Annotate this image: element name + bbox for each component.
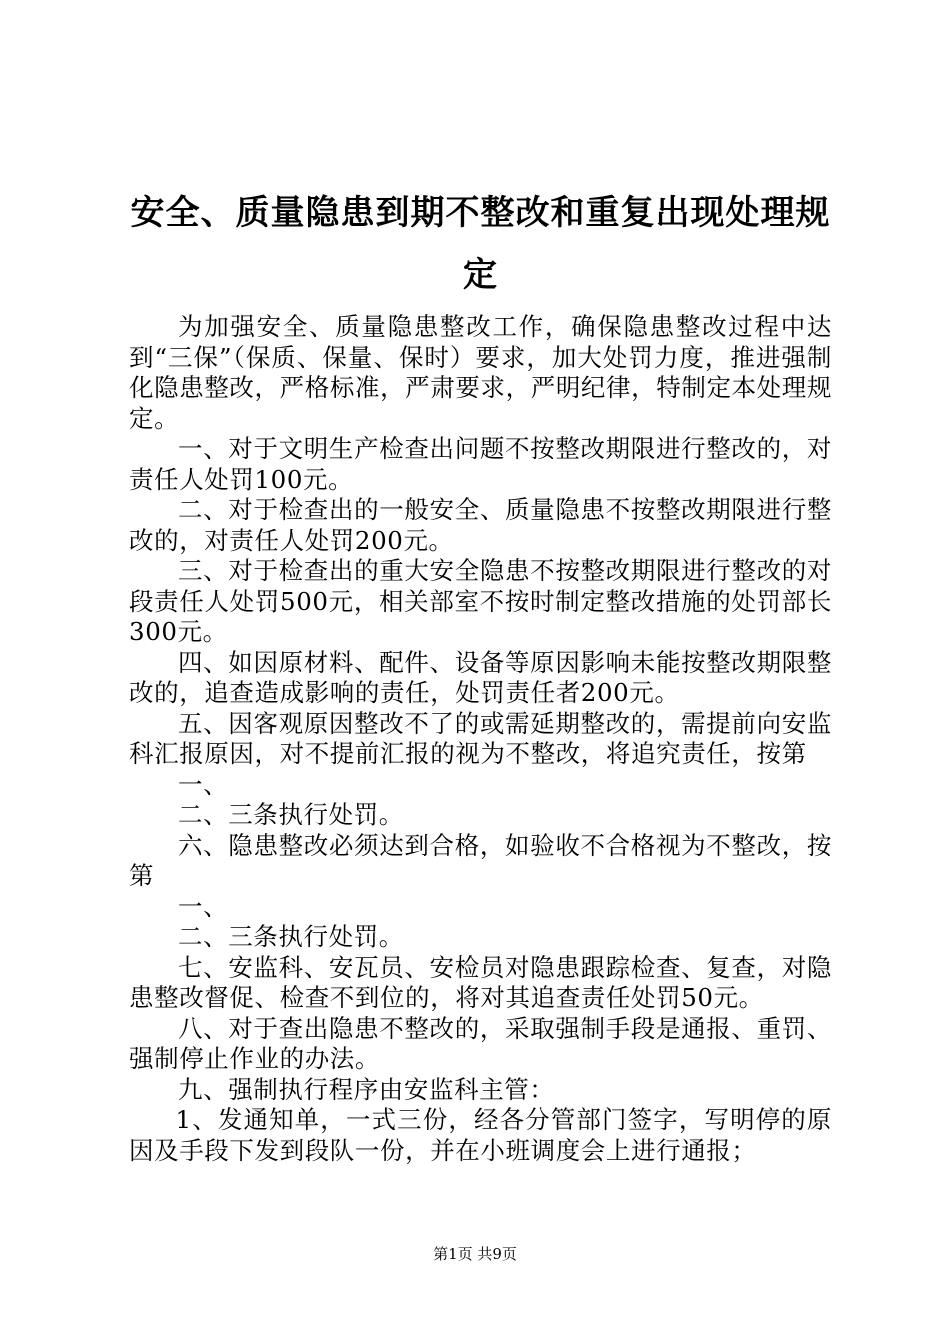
page-footer: 第1页 共9页	[433, 1245, 517, 1263]
paragraph-clause-9: 九、强制执行程序由安监科主管：	[178, 1074, 555, 1104]
paragraph-clause-3: 三、对于检查出的重大安全隐患不按整改期限进行整改的对段责任人处罚500元，相关部室不按时制定整改措施的处罚部长300元。	[129, 556, 832, 646]
paragraph-clause-1: 一、对于文明生产检查出问题不按整改期限进行整改的，对责任人处罚100元。	[129, 434, 832, 494]
paragraph-clause-5: 五、因客观原因整改不了的或需延期整改的，需提前向安监科汇报原因，对不提前汇报的视为不整改，将追究责任，按第	[129, 708, 832, 768]
paragraph-clause-4: 四、如因原材料、配件、设备等原因影响未能按整改期限整改的，追查造成影响的责任，处罚责任者200元。	[129, 647, 832, 707]
paragraph-fragment: 二、三条执行处罚。	[178, 800, 404, 829]
paragraph-fragment: 一、	[178, 891, 229, 921]
paragraph-clause-2: 二、对于检查出的一般安全、质量隐患不按整改期限进行整改的，对责任人处罚200元。	[129, 495, 832, 555]
paragraph-intro: 为加强安全、质量隐患整改工作，确保隐患整改过程中达到“三保”（保质、保量、保时）要求，加大处罚力度，推进强制化隐患整改，严格标准，严肃要求，严明纪律，特制定本处理规定。	[129, 312, 832, 433]
paragraph-fragment: 一、	[178, 769, 229, 799]
document-title: 安全、质量隐患到期不整改和重复出现处理规定	[130, 193, 831, 295]
paragraph-fragment: 二、三条执行处罚。	[178, 922, 404, 951]
paragraph-clause-6: 六、隐患整改必须达到合格，如验收不合格视为不整改，按第	[129, 830, 832, 890]
document-body	[129, 312, 832, 1166]
paragraph-clause-8: 八、对于查出隐患不整改的，采取强制手段是通报、重罚、强制停止作业的办法。	[129, 1013, 832, 1073]
paragraph-item-1: 1、发通知单，一式三份，经各分管部门签字，写明停的原因及手段下发到段队一份，并在小班调度会上进行通报；	[129, 1105, 832, 1165]
paragraph-clause-7: 七、安监科、安瓦员、安检员对隐患跟踪检查、复查，对隐患整改督促、检查不到位的，将对其追查责任处罚50元。	[129, 952, 832, 1012]
